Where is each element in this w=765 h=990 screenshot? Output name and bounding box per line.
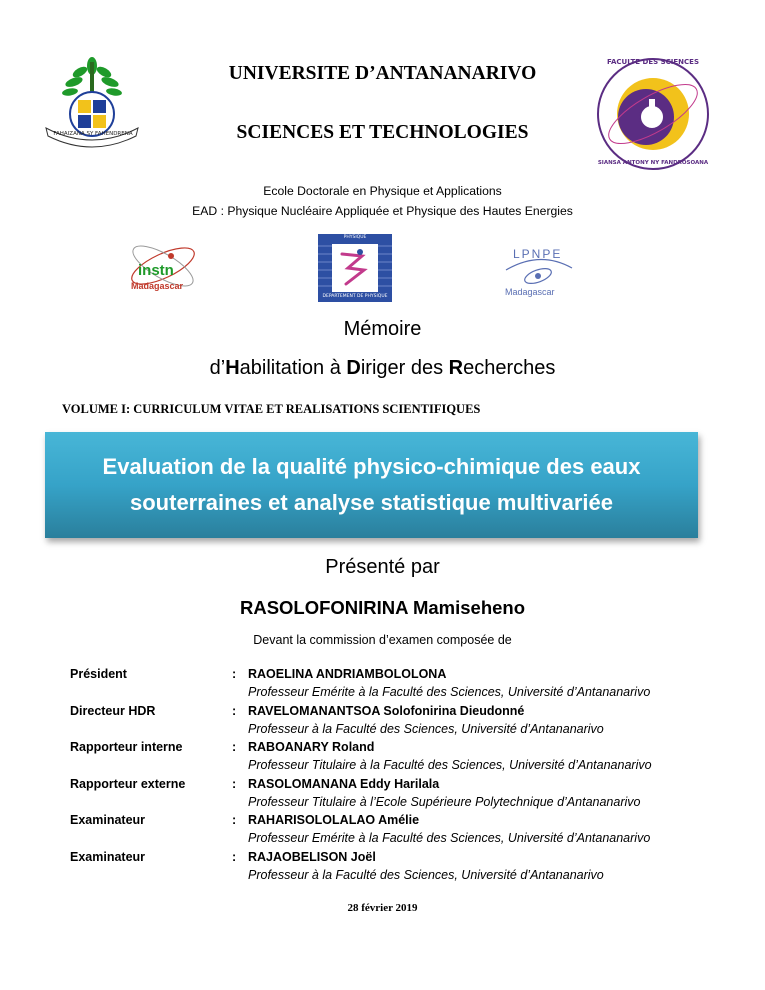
jury-colon: : [232,776,237,791]
jury-member-name: RAHARISOLOLALAO Amélie [248,813,420,828]
faculty-seal-bottom-text: SIANSA ANTONY NY FANDROSOANA [597,160,709,166]
jury-member-name: RAJAOBELISON Joël [248,849,376,864]
jury-row [70,813,720,850]
author-name: RASOLOFONIRINA Mamiseheno [239,597,526,618]
jury-member-name: RABOANARY Roland [248,740,375,755]
hdr-title [0,357,765,380]
university-motto: FAHAIZANA SY FAHENDRENA [53,131,133,137]
jury-role: Rapporteur interne [70,740,183,755]
jury-member-title: Professeur Titulaire à la Faculté des Sciences, Université d’Antananarivo [248,758,652,773]
document-type: Mémoire [343,318,422,340]
doctoral-school-team: EAD : Physique Nucléaire Appliquée et Physique des Hautes Energies [192,204,573,218]
jury-role: Président [70,667,127,681]
faculty-seal-top-text: FACULTE DES SCIENCES [607,58,699,66]
jury-member-name: RASOLOMANANA Eddy Harilala [248,776,440,791]
jury-row [70,850,720,887]
university-emblem-logo [40,52,145,152]
volume-heading: VOLUME I: CURRICULUM VITAE ET REALISATIONS SCIENTIFIQUES [62,402,481,416]
defense-date: 28 février 2019 [347,902,418,914]
thesis-title-line1: Evaluation de la qualité physico-chimique des eaux [102,454,641,479]
thesis-title-line2: souterraines et analyse statistique multivariée [130,490,613,515]
jury-role: Directeur HDR [70,703,156,718]
jury-row [70,777,720,814]
jury-member-title: Professeur à la Faculté des Sciences, Université d’Antananarivo [248,721,604,736]
hdr-part-d: d’ [209,357,226,379]
jury-colon: : [232,849,237,864]
jury-member-title: Professeur Emérite à la Faculté des Sciences, Université d’Antananarivo [248,831,651,846]
doctoral-school [150,181,615,221]
jury-member-title: Professeur à la Faculté des Sciences, Université d’Antananarivo [248,867,604,882]
jury-colon: : [232,813,237,828]
jury-role: Rapporteur externe [70,776,186,791]
committee-intro: Devant la commission d’examen composée de [253,633,512,647]
hdr-letter-d: D [346,357,361,379]
jury-member-name: RAVELOMANANTSOA Solofonirina Dieudonné [248,703,525,718]
university-title: UNIVERSITE D’ANTANANARIVO [228,63,537,84]
hdr-part-iriger: iriger des [360,357,449,379]
hdr-part-echerches: echerches [463,357,556,379]
jury-list [70,667,720,887]
jury-member-name: RAOELINA ANDRIAMBOLOLONA [248,667,447,681]
presented-by: Présenté par [325,556,440,578]
lpnpe-country: Madagascar [505,287,555,297]
jury-colon: : [232,703,237,718]
hdr-part-abilitation: abilitation à [239,357,347,379]
faculty-title: SCIENCES ET TECHNOLOGIES [236,122,529,143]
jury-role: Examinateur [70,813,146,828]
jury-member-title: Professeur Emérite à la Faculté des Sciences, Université d’Antananarivo [248,685,651,699]
hdr-letter-r: R [448,357,464,379]
jury-colon: : [232,740,237,755]
instn-country: Madagascar [131,281,184,291]
jury-role: Examinateur [70,849,146,864]
jury-row [70,704,720,741]
doctoral-school-name: Ecole Doctorale en Physique et Applications [263,184,502,198]
physics-department-logo [318,234,392,302]
jury-row [70,740,720,777]
thesis-title [103,449,641,521]
instn-name: instn [138,262,174,279]
hdr-letter-h: H [225,357,240,379]
jury-row [70,667,720,704]
thesis-title-banner [45,432,698,538]
physics-department-top-text: PHYSIQUE [343,235,367,240]
jury-colon: : [232,667,237,681]
lpnpe-name: LPNPE [513,247,563,261]
jury-member-title: Professeur Titulaire à l’Ecole Supérieure Polytechnique d’Antananarivo [248,794,641,809]
physics-department-bottom-text: DEPARTEMENT DE PHYSIQUE [322,294,388,299]
